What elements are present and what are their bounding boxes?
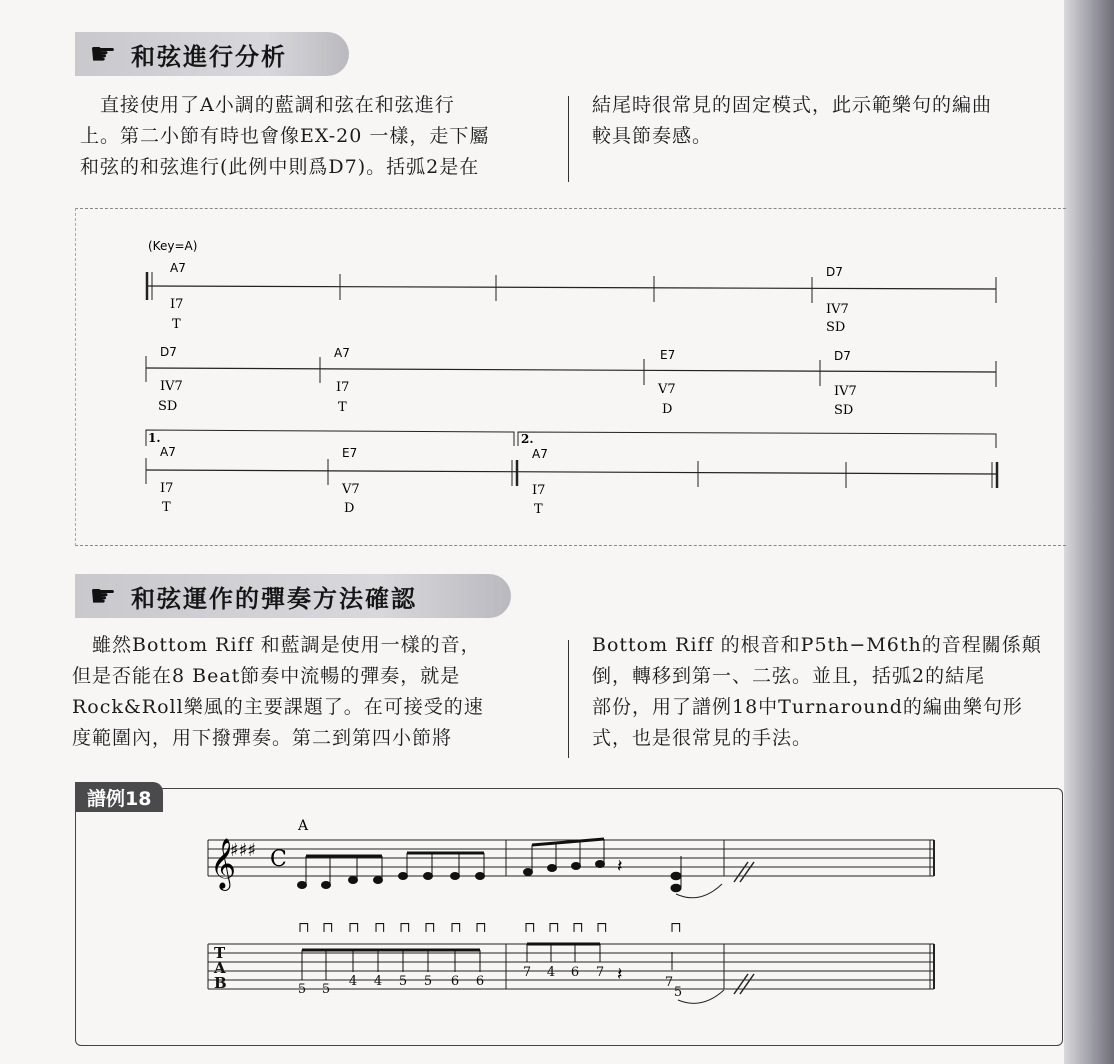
svg-text:SD: SD xyxy=(834,403,854,418)
svg-text:A7: A7 xyxy=(170,261,186,275)
svg-text:⊓: ⊓ xyxy=(374,920,386,936)
svg-text:A: A xyxy=(214,959,226,977)
text-line: 雖然Bottom Riff 和藍調是使用一樣的音， xyxy=(72,634,481,656)
section-title: 和弦進行分析 xyxy=(131,42,287,71)
svg-text:I7: I7 xyxy=(170,297,184,312)
text-line: 結尾時很常見的固定模式，此示範樂句的編曲 xyxy=(592,94,993,116)
text-line: 較具節奏感。 xyxy=(592,125,713,147)
svg-text:⊓: ⊓ xyxy=(524,920,536,936)
svg-text:SD: SD xyxy=(826,320,846,335)
svg-text:⊓: ⊓ xyxy=(572,920,584,936)
svg-text:D7: D7 xyxy=(834,349,851,363)
tab-numbers xyxy=(298,965,682,1000)
text-line: 度範圍內，用下撥彈奏。第二到第四小節將 xyxy=(72,727,453,749)
svg-text:5: 5 xyxy=(673,985,683,1000)
svg-text:I7: I7 xyxy=(532,483,546,498)
slash-mark xyxy=(734,862,748,882)
treble-clef-icon: 𝄞 xyxy=(210,838,237,889)
svg-text:5: 5 xyxy=(423,974,433,989)
svg-text:A7: A7 xyxy=(532,447,548,461)
svg-text:A7: A7 xyxy=(160,445,176,459)
svg-text:SD: SD xyxy=(158,399,178,414)
svg-text:⊓: ⊓ xyxy=(399,920,411,936)
svg-text:E7: E7 xyxy=(660,348,676,362)
svg-text:D7: D7 xyxy=(826,265,843,279)
text-line: Bottom Riff 的根音和P5th−M6th的音程關係顛 xyxy=(592,634,1042,656)
svg-text:⊓: ⊓ xyxy=(548,920,560,936)
svg-text:⊓: ⊓ xyxy=(322,920,334,936)
score-example-tag: 譜例18 xyxy=(75,782,163,812)
svg-text:IV7: IV7 xyxy=(826,302,849,317)
pointing-hand-icon: ☛ xyxy=(89,578,117,614)
slash-mark xyxy=(740,862,754,882)
tie-curve xyxy=(678,990,724,1003)
svg-text:4: 4 xyxy=(348,974,358,989)
svg-text:T: T xyxy=(214,944,226,962)
svg-text:D7: D7 xyxy=(160,345,177,359)
svg-text:4: 4 xyxy=(373,974,383,989)
svg-text:IV7: IV7 xyxy=(160,379,183,394)
text-line: 部份，用了譜例18中Turnaround的編曲樂句形 xyxy=(592,696,1023,718)
svg-text:A7: A7 xyxy=(334,346,350,360)
svg-text:7: 7 xyxy=(664,975,674,990)
svg-text:V7: V7 xyxy=(342,482,360,497)
slash-mark xyxy=(734,974,748,994)
svg-text:5: 5 xyxy=(321,982,331,997)
svg-text:T: T xyxy=(162,500,171,515)
svg-text:D: D xyxy=(662,402,673,417)
svg-text:⊓: ⊓ xyxy=(424,920,436,936)
section-title: 和弦運作的彈奏方法確認 xyxy=(131,584,417,613)
text-line: 式，也是很常見的手法。 xyxy=(592,727,813,749)
svg-text:5: 5 xyxy=(398,974,408,989)
tab-clef xyxy=(213,944,227,992)
svg-text:T: T xyxy=(338,400,347,415)
time-signature: C xyxy=(270,847,287,872)
svg-text:⊓: ⊓ xyxy=(475,920,487,936)
svg-text:1.: 1. xyxy=(148,431,161,445)
music-staff xyxy=(208,840,934,876)
pointing-hand-icon: ☛ xyxy=(89,36,117,72)
svg-text:V7: V7 xyxy=(658,382,676,397)
svg-text:I7: I7 xyxy=(336,380,350,395)
score-chord-symbol: A xyxy=(298,818,309,834)
key-label: (Key=A) xyxy=(148,239,198,253)
svg-text:T: T xyxy=(534,502,543,517)
svg-text:D: D xyxy=(344,501,355,516)
svg-text:7: 7 xyxy=(522,965,532,980)
text-line: 直接使用了A小調的藍調和弦在和弦進行 xyxy=(80,94,455,116)
text-line: Rock&Roll樂風的主要課題了。在可接受的速 xyxy=(72,696,484,718)
svg-text:B: B xyxy=(214,974,227,992)
text-line: 倒，轉移到第一、二弦。並且，括弧2的結尾 xyxy=(592,665,986,687)
staff-notes xyxy=(298,839,682,892)
svg-text:⊓: ⊓ xyxy=(298,920,310,936)
svg-text:E7: E7 xyxy=(342,446,358,460)
key-signature-sharps-icon: ♯♯♯ xyxy=(230,840,257,861)
rest-icon: 𝄽 xyxy=(617,856,623,877)
svg-text:I7: I7 xyxy=(160,481,174,496)
svg-text:⊓: ⊓ xyxy=(348,920,360,936)
rest-icon: 𝄽 xyxy=(617,964,623,985)
svg-text:2.: 2. xyxy=(521,432,534,446)
downstroke-marks xyxy=(298,920,682,936)
svg-text:⊓: ⊓ xyxy=(670,920,682,936)
svg-text:5: 5 xyxy=(297,982,307,997)
svg-text:⊓: ⊓ xyxy=(596,920,608,936)
svg-text:⊓: ⊓ xyxy=(450,920,462,936)
svg-text:7: 7 xyxy=(595,965,605,980)
svg-text:6: 6 xyxy=(450,974,460,989)
svg-text:T: T xyxy=(172,317,181,332)
text-line: 但是否能在8 Beat節奏中流暢的彈奏，就是 xyxy=(72,665,461,687)
svg-text:6: 6 xyxy=(570,965,580,980)
slash-mark xyxy=(740,974,754,994)
text-line: 和弦的和弦進行(此例中則爲D7)。括弧2是在 xyxy=(80,156,480,178)
text-line: 上。第二小節有時也會像EX-20 一樣，走下屬 xyxy=(80,125,490,147)
svg-text:6: 6 xyxy=(475,974,485,989)
svg-text:4: 4 xyxy=(546,965,556,980)
tie-curve xyxy=(676,884,722,898)
svg-text:IV7: IV7 xyxy=(834,384,857,399)
